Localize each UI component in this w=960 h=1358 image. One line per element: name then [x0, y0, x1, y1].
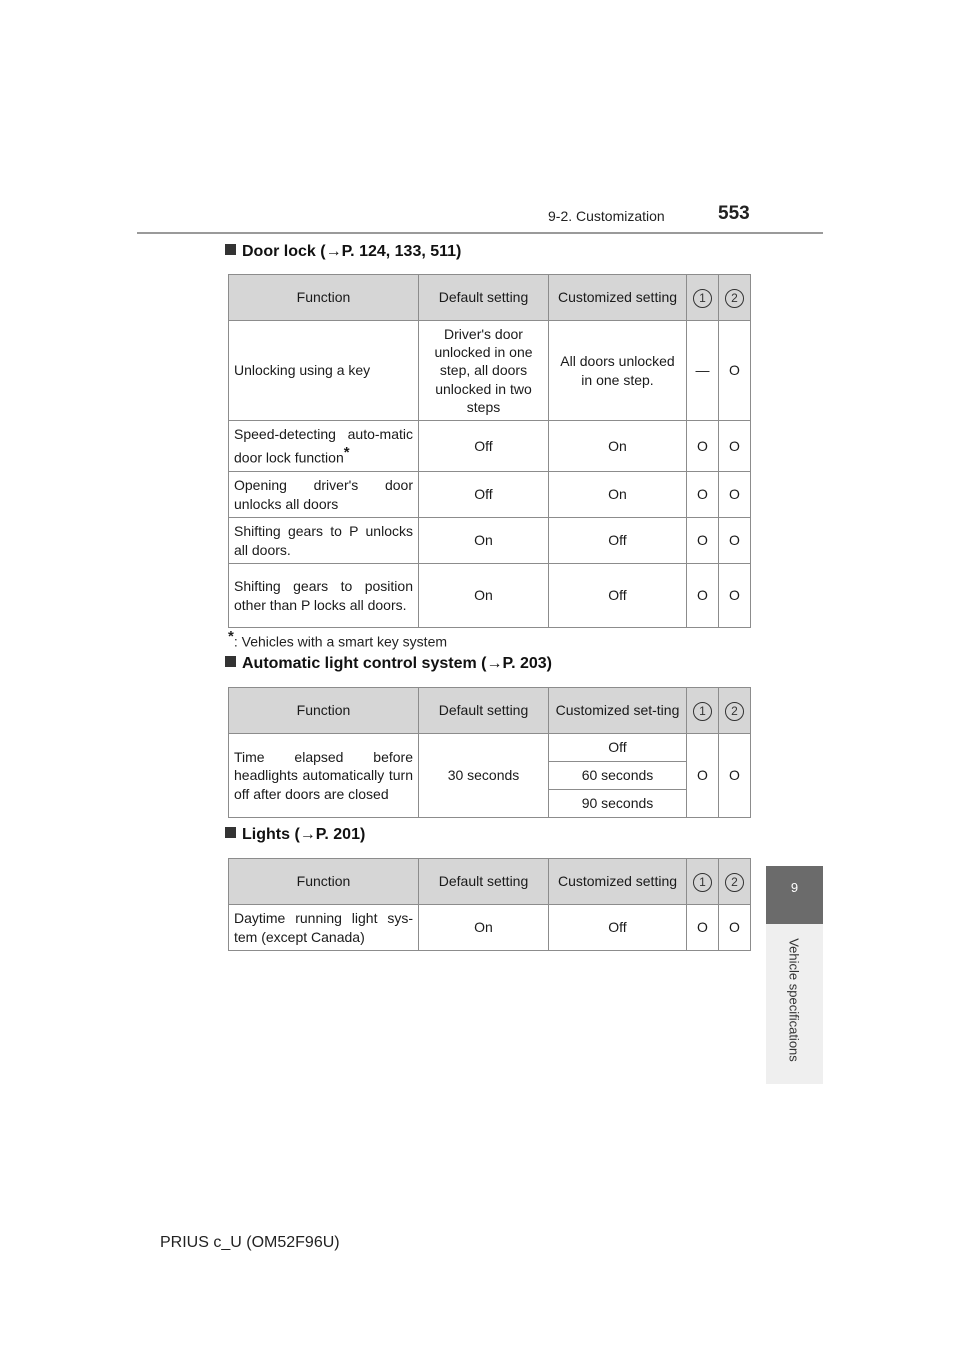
column-header-customized: Customized setting	[549, 859, 687, 905]
chapter-tab	[766, 866, 823, 924]
section-heading-door-lock	[225, 243, 461, 261]
customized-option-cell: 60 seconds	[549, 762, 687, 790]
lights-table	[228, 858, 751, 951]
function-cell: Shifting gears to position other than P locks all doors.	[229, 564, 419, 628]
square-bullet-icon	[225, 244, 236, 255]
default-cell: 30 seconds	[419, 734, 549, 818]
mark-1-cell: O	[687, 905, 719, 951]
customized-cell: Off	[549, 564, 687, 628]
column-header-mark-1	[687, 688, 719, 734]
default-cell: Driver's door unlocked in one step, all doors unlocked in two steps	[419, 321, 549, 421]
circled-2-icon: 2	[725, 873, 744, 892]
square-bullet-icon	[225, 656, 236, 667]
column-header-mark-2	[719, 859, 751, 905]
customized-option-cell: 90 seconds	[549, 790, 687, 818]
customized-cell: Off	[549, 518, 687, 564]
table-header-row	[229, 688, 751, 734]
column-header-default: Default setting	[419, 859, 549, 905]
running-header-section: 9-2. Customization	[548, 208, 665, 224]
section-heading-text: Door lock (→P. 124, 133, 511)	[242, 243, 462, 260]
circled-1-icon: 1	[693, 702, 712, 721]
customized-cell: Off	[549, 905, 687, 951]
customized-cell: All doors unlocked in one step.	[549, 321, 687, 421]
section-heading-automatic-light-control	[225, 655, 552, 673]
header-rule	[137, 232, 823, 234]
footnote-marker: *	[343, 444, 350, 462]
column-header-mark-1	[687, 275, 719, 321]
chapter-number: 9	[790, 880, 799, 895]
automatic-light-control-table	[228, 687, 751, 818]
column-header-default: Default setting	[419, 688, 549, 734]
mark-2-cell: O	[719, 905, 751, 951]
circled-2-icon: 2	[725, 702, 744, 721]
column-header-function: Function	[229, 275, 419, 321]
table-row	[229, 518, 751, 564]
mark-1-cell: O	[687, 472, 719, 518]
footnote-marker: *	[228, 628, 234, 645]
function-cell: Unlocking using a key	[229, 321, 419, 421]
column-header-mark-2	[719, 688, 751, 734]
circled-2-icon: 2	[725, 289, 744, 308]
mark-2-cell: O	[719, 472, 751, 518]
mark-1-cell: —	[687, 321, 719, 421]
column-header-mark-1	[687, 859, 719, 905]
table-header-row	[229, 275, 751, 321]
table-row	[229, 905, 751, 951]
default-cell: On	[419, 518, 549, 564]
section-heading-text: Automatic light control system (→P. 203)	[242, 655, 552, 672]
footnote-text: : Vehicles with a smart key system	[233, 633, 448, 650]
table-row	[229, 421, 751, 472]
default-cell: On	[419, 905, 549, 951]
customized-cell: On	[549, 421, 687, 472]
column-header-customized: Customized set-ting	[549, 688, 687, 734]
function-cell: Time elapsed before headlights automatically turn off after doors are closed	[229, 734, 419, 818]
footnote	[228, 628, 447, 650]
table-row	[229, 321, 751, 421]
function-cell: Daytime running light sys-tem (except Canada)	[229, 905, 419, 951]
table-header-row	[229, 859, 751, 905]
table-row	[229, 564, 751, 628]
default-cell: On	[419, 564, 549, 628]
function-cell: Shifting gears to P unlocks all doors.	[229, 518, 419, 564]
mark-2-cell: O	[719, 421, 751, 472]
mark-1-cell: O	[687, 421, 719, 472]
column-header-function: Function	[229, 688, 419, 734]
mark-1-cell: O	[687, 734, 719, 818]
column-header-mark-2	[719, 275, 751, 321]
page-number: 553	[718, 203, 750, 224]
circled-1-icon: 1	[693, 289, 712, 308]
footer-model: PRIUS c_U (OM52F96U)	[160, 1234, 340, 1251]
square-bullet-icon	[225, 827, 236, 838]
default-cell: Off	[419, 421, 549, 472]
function-cell	[229, 421, 419, 472]
customized-cell: On	[549, 472, 687, 518]
column-header-default: Default setting	[419, 275, 549, 321]
customized-option-cell: Off	[549, 734, 687, 762]
function-text: Speed-detecting auto-matic door lock function	[234, 426, 413, 466]
column-header-function: Function	[229, 859, 419, 905]
column-header-customized: Customized setting	[549, 275, 687, 321]
mark-2-cell: O	[719, 564, 751, 628]
section-heading-lights	[225, 826, 365, 844]
door-lock-table	[228, 274, 751, 628]
circled-1-icon: 1	[693, 873, 712, 892]
mark-2-cell: O	[719, 518, 751, 564]
mark-1-cell: O	[687, 564, 719, 628]
mark-1-cell: O	[687, 518, 719, 564]
mark-2-cell: O	[719, 321, 751, 421]
table-row	[229, 734, 751, 762]
default-cell: Off	[419, 472, 549, 518]
chapter-title: Vehicle specifications	[786, 938, 802, 1062]
function-cell: Opening driver's door unlocks all doors	[229, 472, 419, 518]
section-heading-text: Lights (→P. 201)	[242, 826, 366, 843]
table-row	[229, 472, 751, 518]
mark-2-cell: O	[719, 734, 751, 818]
